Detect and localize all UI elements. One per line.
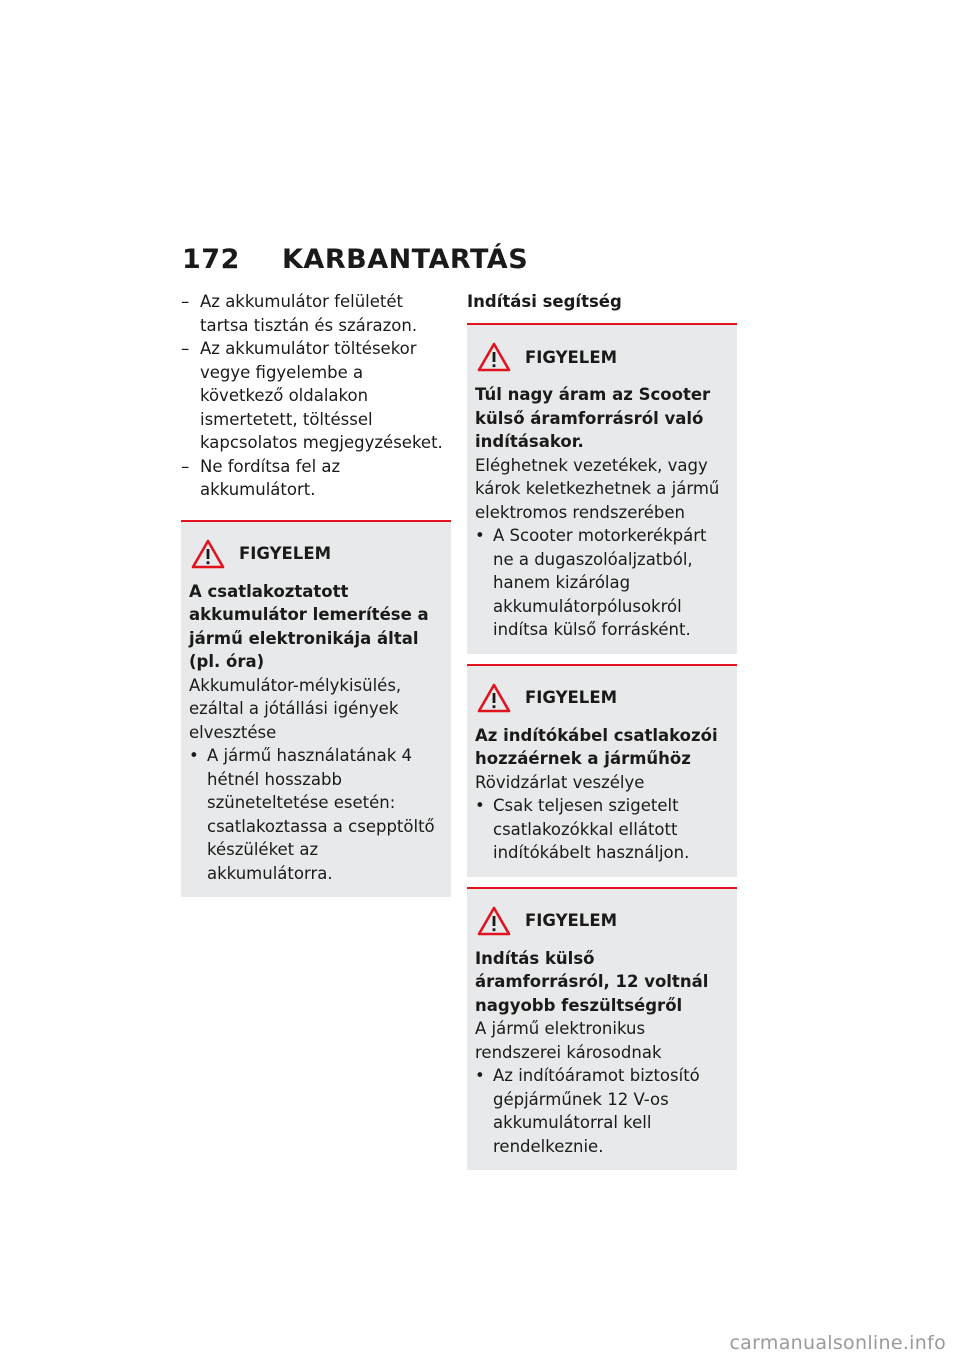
list-item: • Az indítóáramot biztosító gépjárműnek 12 V-os akkumulátorral kell rendelkeznie.: [475, 1066, 700, 1156]
chapter-title: KARBANTARTÁS: [282, 244, 529, 275]
right-column: [467, 290, 737, 1170]
warning-text: A jármű elektronikus rendszerei károsodnak: [475, 1019, 662, 1062]
warning-label: FIGYELEM: [239, 544, 332, 563]
warning-text: Eléghetnek vezetékek, vagy károk keletkezhetnek a jármű elektromos rendszerében: [475, 455, 720, 522]
warning-box: [467, 887, 737, 1171]
left-column: [181, 290, 451, 897]
battery-care-list: [181, 290, 451, 502]
list-item: – Az akkumulátor töltésekor vegye figyelembe a következő oldalakon ismertetett, töltéssel kapcsolatos megjegyzéseket.: [181, 339, 443, 452]
warning-triangle-icon: [191, 539, 225, 569]
warning-triangle-icon: [477, 906, 511, 936]
list-item: – Ne fordítsa fel az akkumulátort.: [181, 456, 341, 499]
warning-box: [467, 323, 737, 654]
warning-title: Túl nagy áram az Scooter külső áramforrásról való indításakor.: [475, 385, 711, 451]
warning-label: FIGYELEM: [525, 688, 618, 707]
watermark: carmanualsonline.info: [729, 1332, 946, 1354]
warning-box: [467, 664, 737, 877]
warning-bullets: [475, 524, 729, 642]
warning-label: FIGYELEM: [525, 911, 618, 930]
list-item: • Csak teljesen szigetelt csatlakozókkal ellátott indítókábelt használjon.: [475, 796, 690, 862]
page-header: [182, 244, 528, 275]
warning-label: FIGYELEM: [525, 347, 618, 367]
warning-title: Indítás külső áramforrásról, 12 voltnál nagyobb feszültségről: [475, 948, 709, 1015]
warning-bullets: [475, 1064, 729, 1158]
list-item: – Az akkumulátor felületét tartsa tisztán és szárazon.: [181, 292, 418, 335]
section-title: Indítási segítség: [467, 292, 622, 311]
warning-title: Az indítókábel csatlakozói hozzáérnek a járműhöz: [475, 725, 718, 768]
warning-bullets: [475, 794, 729, 865]
warning-text: Akkumulátor-mélykisülés, ezáltal a jótállási igények elvesztése: [189, 675, 402, 742]
warning-bullets: [189, 744, 443, 885]
list-item: • A Scooter motorkerékpárt ne a dugaszolóaljzatból, hanem kizárólag akkumulátorpólusokról indítsa külső forrásként.: [475, 526, 707, 639]
warning-title: A csatlakoztatott akkumulátor lemerítése a jármű elektronikája által (pl. óra): [189, 581, 429, 671]
warning-box: [181, 520, 451, 898]
page-number: 172: [182, 244, 240, 275]
warning-triangle-icon: [477, 683, 511, 713]
warning-triangle-icon: [477, 342, 511, 372]
warning-text: Rövidzárlat veszélye: [475, 772, 645, 792]
list-item: • A jármű használatának 4 hétnél hosszabb szüneteltetése esetén: csatlakoztassa a csepptöltő készüléket az akkumulátorra.: [189, 746, 435, 883]
